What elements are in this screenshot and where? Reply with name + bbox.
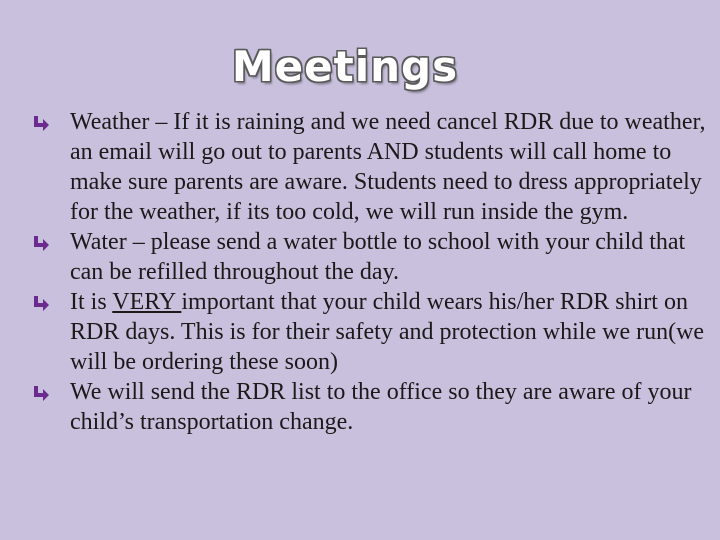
list-item-text: We will send the RDR list to the office so they are aware of your child’s transportation change. bbox=[70, 379, 692, 435]
list-item-suffix: important that your child wears his/her RDR shirt on RDR days. This is for their safety and protection while we run(we will be ordering these soon) bbox=[70, 289, 705, 375]
down-right-arrow-icon bbox=[32, 115, 50, 131]
slide-title: Meetings bbox=[231, 42, 459, 91]
list-item-weather bbox=[48, 107, 708, 227]
list-item-shirt bbox=[48, 287, 708, 377]
down-right-arrow-icon bbox=[32, 235, 50, 251]
list-item-transportation bbox=[48, 377, 708, 437]
list-item-text: Water – please send a water bottle to school with your child that can be refilled throughout the day. bbox=[70, 229, 686, 285]
list-item-prefix: It is bbox=[70, 289, 113, 315]
down-right-arrow-icon bbox=[32, 385, 50, 401]
list-item-water bbox=[48, 227, 708, 287]
list-item-text: Weather – If it is raining and we need cancel RDR due to weather, an email will go out to parents AND students will call home to make sure parents are aware. Students need to dress appropriately for the weather, if its too cold, we will run inside the gym. bbox=[70, 109, 706, 225]
down-right-arrow-icon bbox=[32, 295, 50, 311]
bullet-list bbox=[48, 107, 708, 437]
emphasis-text: VERY bbox=[112, 289, 182, 315]
